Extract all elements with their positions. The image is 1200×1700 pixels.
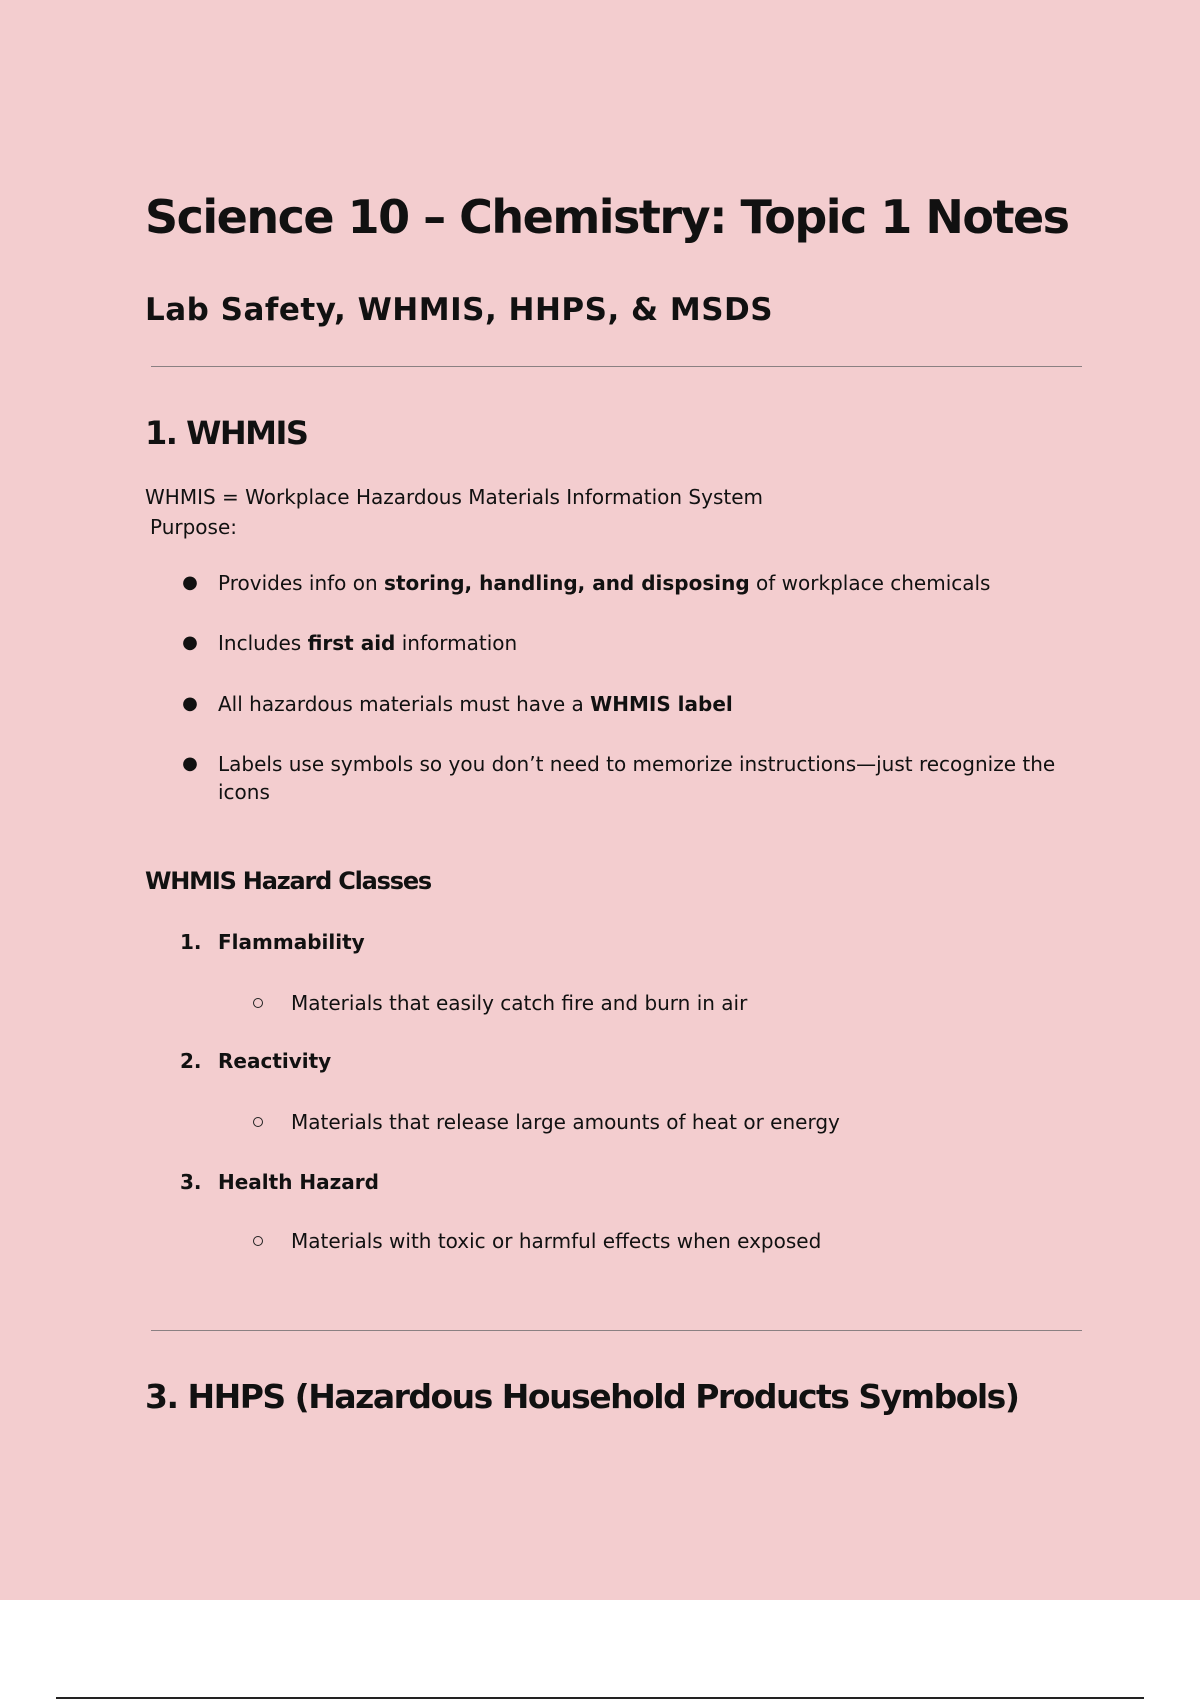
document-page: Science 10 – Chemistry: Topic 1 Notes Lab Safety, WHMIS, HHPS, & MSDS 1. WHMIS WHMIS = Workplace Hazardous Materials Information System Purpose: ● Provides info on storing, handling, and disposing of workplace chemicals ● Includes first aid information ● All hazardous materials must have a WHMIS label ● Labels use symbols so you don’t need to memorize instructions—just recognize the icons WHMIS Hazard Classes 1. Flammability Materials that easily catch fire and burn in air 2. Reactivity Materials that release large amounts of heat or energy 3. Health Hazard Materials with toxic or harmful effects when exposed 3. HHPS (Hazardous Household Products Symbols) bbox=[0, 0, 1200, 1600]
section-divider-top bbox=[151, 366, 1082, 367]
hazard-classes-heading: WHMIS Hazard Classes bbox=[145, 867, 431, 895]
bullet-icon: ● bbox=[182, 572, 198, 593]
section-heading-hhps: 3. HHPS (Hazardous Household Products Symbols) bbox=[145, 1377, 1019, 1416]
hollow-bullet-icon bbox=[253, 998, 263, 1008]
section-heading-whmis: 1. WHMIS bbox=[145, 414, 308, 452]
page-subtitle: Lab Safety, WHMIS, HHPS, & MSDS bbox=[145, 292, 774, 328]
bullet-icon: ● bbox=[182, 693, 198, 714]
section-divider-bottom bbox=[151, 1330, 1082, 1331]
page-title: Science 10 – Chemistry: Topic 1 Notes bbox=[145, 190, 1069, 244]
hollow-bullet-icon bbox=[253, 1117, 263, 1127]
bullet-icon: ● bbox=[182, 753, 198, 774]
page-footer-rule bbox=[56, 1697, 1144, 1699]
whmis-definition: WHMIS = Workplace Hazardous Materials Information System bbox=[145, 485, 763, 509]
hollow-bullet-icon bbox=[253, 1236, 263, 1246]
purpose-label: Purpose: bbox=[150, 515, 238, 539]
bullet-icon: ● bbox=[182, 632, 198, 653]
